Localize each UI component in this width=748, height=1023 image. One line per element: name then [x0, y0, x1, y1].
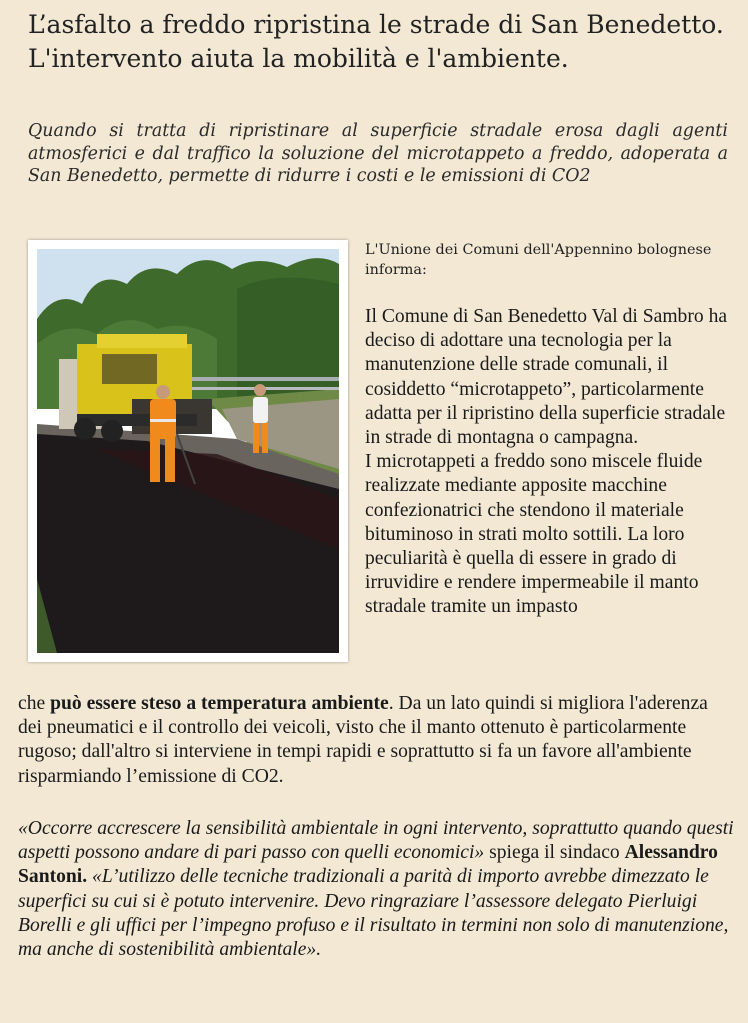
article-title: L’asfalto a freddo ripristina le strade di San Benedetto. L'intervento aiuta la mobilità e l'ambiente.: [28, 10, 724, 73]
paragraph-2-continued: [18, 692, 730, 789]
quote-part-2: «L’utilizzo delle tecniche tradizionali a parità di importo avrebbe dimezzato le superfici su cui si è potuto intervenire. Devo ringraziare l’assessore delegato Pierluigi Borelli e gli uffici per l’impegno profuso e il risultato in termini non solo di manutenzione, ma anche di sostenibilità ambientale».: [18, 866, 729, 961]
paragraph-2-column: I microtappeti a freddo sono miscele fluide realizzate mediante apposite macchine confezionatrici che stendono il materiale bituminoso in strati molto sottili. La loro peculiarità è quella di essere in grado di irruvidire e rendere impermeabile il manto stradale tramite un impasto: [365, 451, 703, 618]
quote-part-1: «Occorre accrescere la sensibilità ambientale in ogni intervento, soprattutto quando questi aspetti possono andare di pari passo con quelli economici»: [18, 818, 734, 864]
paragraph-1: Il Comune di San Benedetto Val di Sambro ha deciso di adottare una tecnologia per la manutenzione delle strade comunali, il cosiddetto “microtappeto”, particolarmente adatta per il ripristino della superficie stradale in strade di montagna o campagna.: [365, 306, 728, 449]
article-body-column: [365, 305, 737, 620]
article-intro: L'Unione dei Comuni dell'Appennino bolognese informa:: [365, 242, 712, 278]
paragraph-2-bold: può essere steso a temperatura ambiente: [50, 693, 389, 714]
paragraph-2-lead: che: [18, 693, 51, 714]
road-paving-photo: [37, 249, 339, 653]
quote-attribution: spiega il sindaco: [484, 842, 625, 864]
mayor-name: Alessandro Santoni.: [18, 842, 718, 888]
mayor-quote: [18, 817, 734, 962]
photo-frame: [28, 240, 348, 662]
paragraph-2-rest: . Da un lato quindi si migliora l'aderenza dei pneumatici e il controllo dei veicoli, visto che il manto ottenuto è particolarmente rugoso; dall'altro si interviene in tempi rapidi e soprattutto si fa un favore all'ambiente risparmiando l’emissione di CO2.: [18, 693, 708, 787]
article-subtitle: Quando si tratta di ripristinare al superficie stradale erosa dagli agenti atmosferici e dal traffico la soluzione del microtappeto a freddo, adoperata a San Benedetto, permette di ridurre i costi e le emissioni di CO2: [28, 121, 728, 186]
article-body-full: [18, 692, 730, 789]
